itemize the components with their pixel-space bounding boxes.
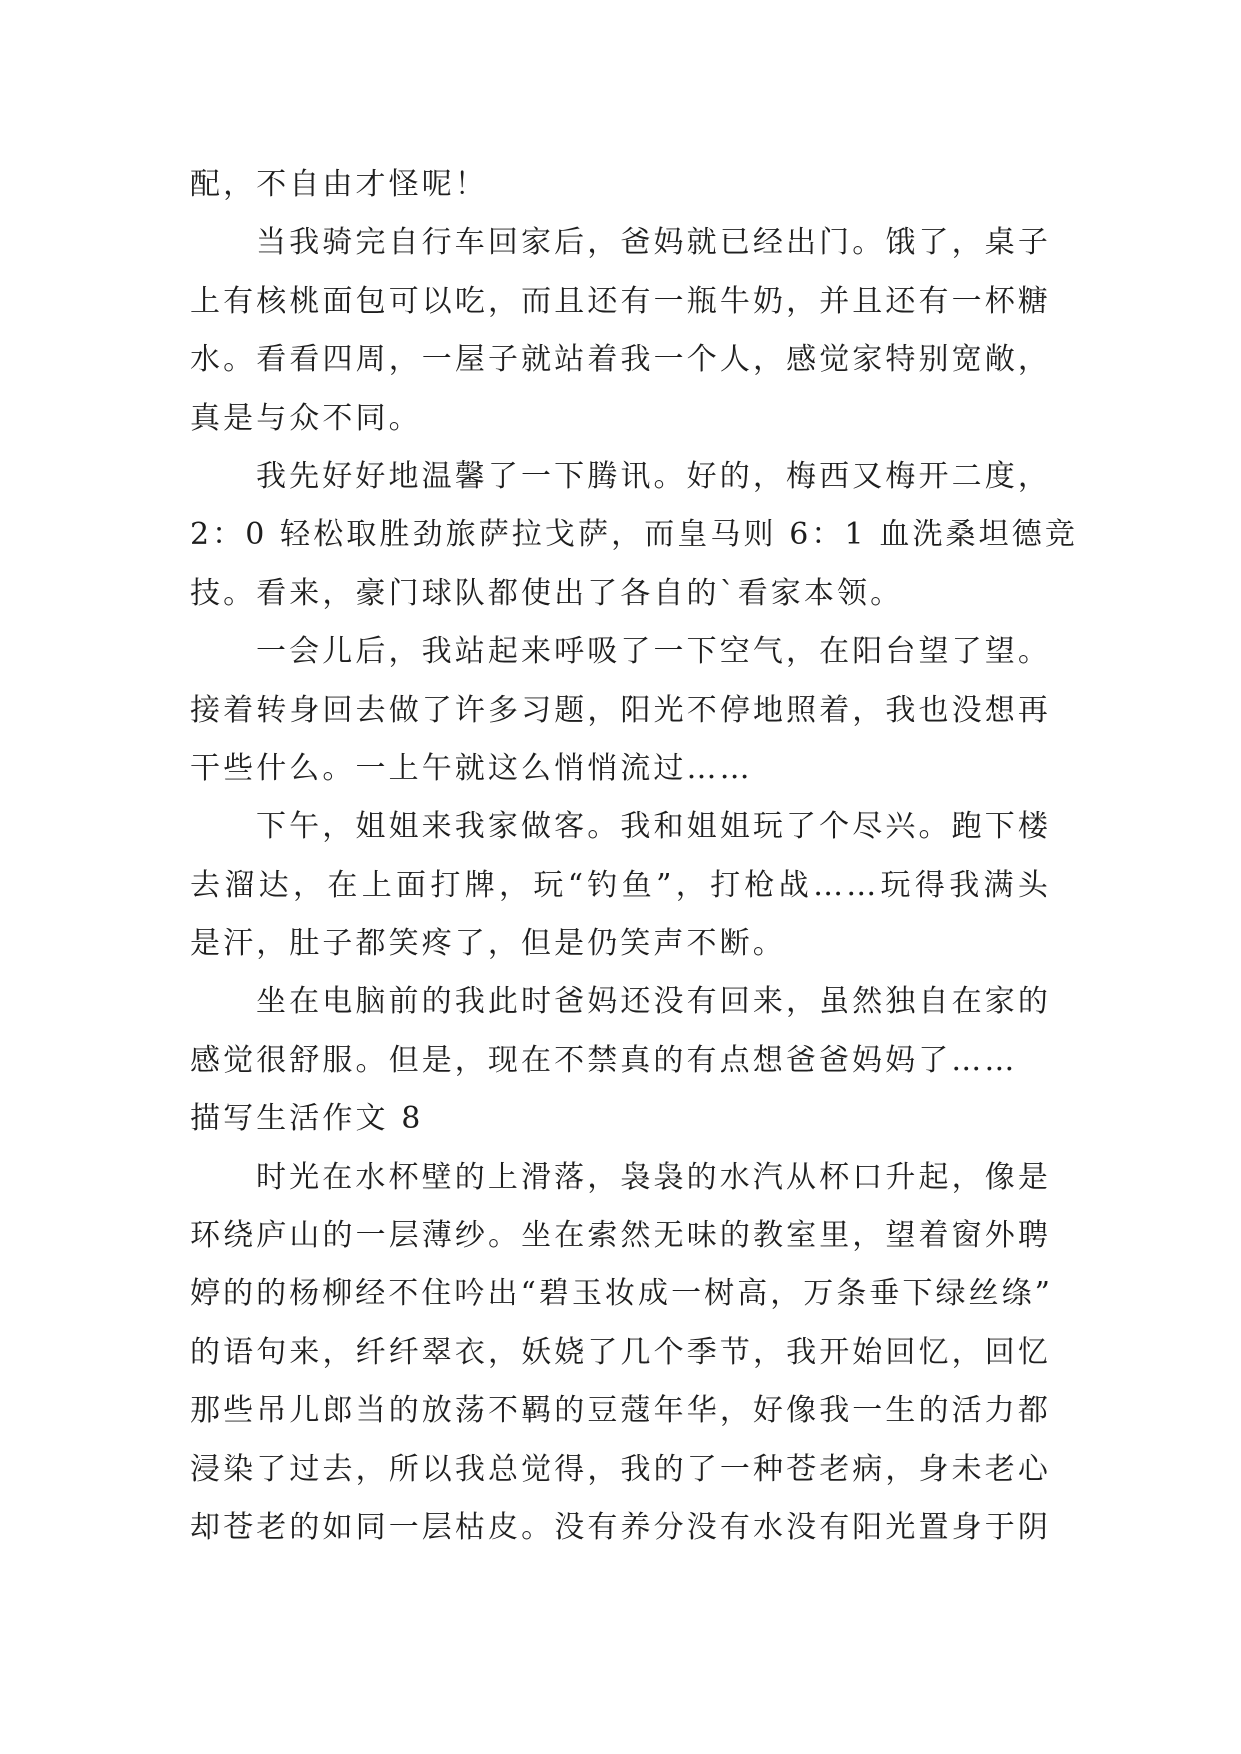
text-line: 感觉很舒服。但是，现在不禁真的有点想爸爸妈妈了……: [190, 1042, 1018, 1078]
text-line: 那些吊儿郎当的放荡不羁的豆蔻年华，好像我一生的活力都: [190, 1393, 1051, 1429]
text-line: 去溜达，在上面打牌，玩“钓鱼”，打枪战……玩得我满头: [190, 867, 1051, 903]
text-line: 时光在水杯壁的上滑落，袅袅的水汽从杯口升起，像是: [256, 1159, 1051, 1195]
paragraph: [190, 973, 1051, 1090]
paragraph: [190, 1149, 1051, 1558]
text-line: 一会儿后，我站起来呼吸了一下空气，在阳台望了望。: [256, 634, 1051, 670]
text-line: 却苍老的如同一层枯皮。没有养分没有水没有阳光置身于阴: [190, 1509, 1051, 1545]
text-line: 婷的的杨柳经不住吟出“碧玉妆成一树高，万条垂下绿丝绦”: [190, 1276, 1051, 1312]
text-line: 是汗，肚子都笑疼了，但是仍笑声不断。: [190, 926, 786, 962]
text-line: 环绕庐山的一层薄纱。坐在索然无味的教室里，望着窗外聘: [190, 1218, 1051, 1254]
text-line: 我先好好地温馨了一下腾讯。好的，梅西又梅开二度，: [256, 458, 1051, 494]
text-line: 配，不自由才怪呢！: [190, 167, 488, 202]
paragraph: [190, 798, 1051, 973]
paragraph: [190, 623, 1051, 798]
text-line: 水。看看四周，一屋子就站着我一个人，感觉家特别宽敞，: [190, 342, 1051, 378]
text-line: 的语句来，纤纤翠衣，妖娆了几个季节，我开始回忆，回忆: [190, 1334, 1051, 1370]
text-line: 2：0 轻松取胜劲旅萨拉戈萨，而皇马则 6：1 血洗桑坦德竞: [190, 517, 1078, 553]
text-line: 接着转身回去做了许多习题，阳光不停地照着，我也没想再: [190, 692, 1051, 728]
text-line: 技。看来，豪门球队都使出了各自的`看家本领。: [190, 575, 904, 611]
text-line: 干些什么。一上午就这么悄悄流过……: [190, 750, 753, 786]
text-line: 坐在电脑前的我此时爸妈还没有回来，虽然独自在家的: [256, 984, 1051, 1020]
paragraph: [190, 214, 1051, 448]
text-line: 浸染了过去，所以我总觉得，我的了一种苍老病，身未老心: [190, 1451, 1051, 1487]
section-heading: 描写生活作文 8: [190, 1101, 424, 1137]
text-line: 当我骑完自行车回家后，爸妈就已经出门。饿了，桌子: [256, 225, 1051, 261]
text-line: 真是与众不同。: [190, 400, 422, 436]
paragraph: [190, 156, 1051, 214]
text-line: 上有核桃面包可以吃，而且还有一瓶牛奶，并且还有一杯糖: [190, 283, 1051, 319]
text-line: 下午，姐姐来我家做客。我和姐姐玩了个尽兴。跑下楼: [256, 809, 1051, 845]
paragraph: [190, 448, 1078, 623]
document-body: [190, 156, 1078, 1557]
